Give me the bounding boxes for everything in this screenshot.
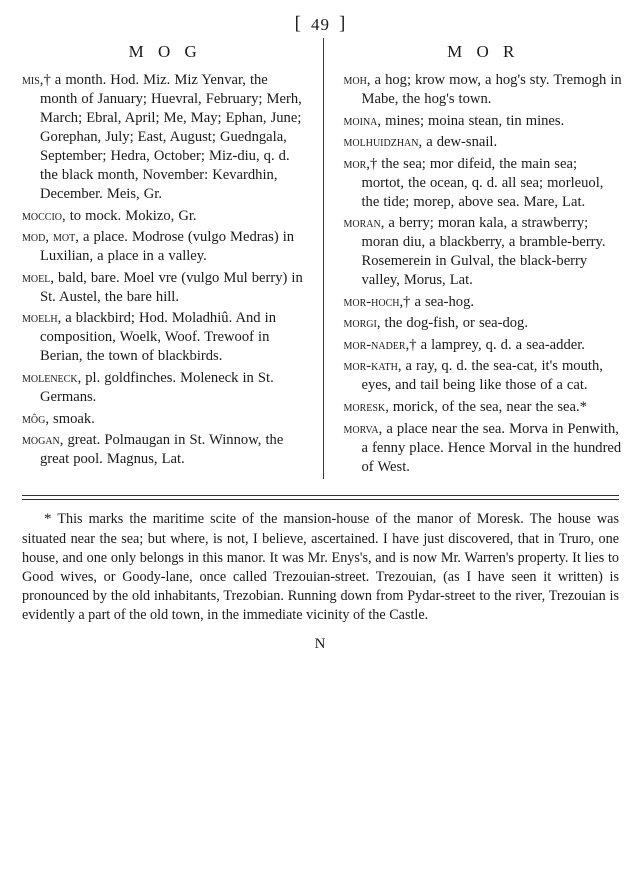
dictionary-entry	[22, 410, 309, 429]
dictionary-entry	[344, 420, 624, 477]
dictionary-page	[0, 14, 641, 874]
entry-gloss: , mines; moina stean, tin mines.	[377, 112, 565, 129]
entry-gloss: ,† a month. Hod. Miz. Miz Yenvar, the month of January; Huevral, February; Merh, March; Ebral, April; Me, May; Ephan, June; Gorephan, July; East, August; Guedngala, September; Hedra, October; Miz-diu, q. d. the black month, November: Kevardhin, December. Meis, Gr.	[39, 72, 302, 203]
entry-headword: morva	[343, 420, 379, 437]
dictionary-entry	[344, 336, 624, 355]
entry-gloss: , a hog; krow mow, a hog's sty. Tremogh in Mabe, the hog's town.	[361, 72, 622, 108]
dictionary-entry	[22, 369, 309, 407]
footnote-text	[0, 510, 641, 624]
page-header	[0, 14, 641, 36]
entry-headword: mor-hoch	[343, 293, 400, 310]
column-left	[22, 38, 323, 479]
column-right-header: M O R	[447, 42, 520, 61]
dictionary-entry	[344, 112, 624, 131]
dictionary-entry	[22, 228, 309, 266]
column-right	[323, 38, 624, 479]
entry-headword: mor-nader	[343, 336, 406, 353]
entry-gloss: , a ray, q. d. the sea-cat, it's mouth, eyes, and tail being like those of a cat.	[361, 358, 603, 394]
dictionary-entry	[344, 155, 624, 212]
entry-headword: mor-kath	[343, 358, 398, 375]
entry-gloss: , pl. goldfinches. Moleneck in St. Germans.	[40, 369, 274, 405]
footnote-body: This marks the maritime scite of the mansion-house of the manor of Moresk. The house was situated near the sea; but where, is not, I believe, ascertained. I have just discovered, that in Truro, one house, and one only belongs in this manor. It was Mr. Enys's, and is now Mr. Warren's property. It lies to Good wives, or Goody-lane, once called Trezouian-street. Trezouian, (as I have seen it written) is pronounced by the old inhabitants, Trezobian. Running down from Pydar-street to the river, Trezouian is evidently a part of the old town, in the immediate vicinity of the Castle.	[22, 511, 619, 623]
dictionary-entry	[344, 214, 624, 290]
signature-mark: N	[314, 636, 327, 653]
entry-gloss: , to mock. Mokizo, Gr.	[62, 207, 197, 224]
dictionary-entry	[344, 133, 624, 152]
entry-gloss: , morick, of the sea, near the sea.*	[385, 399, 587, 415]
entry-gloss: , smoak.	[45, 410, 95, 427]
entry-headword: molhuidzhan	[343, 134, 419, 151]
entry-gloss: , a blackbird; Hod. Moladhiû. And in composition, Woelk, Woof. Trewoof in Berian, the town of blackbirds.	[40, 310, 277, 365]
dictionary-entry	[344, 398, 624, 417]
footnote-divider-second	[22, 499, 619, 500]
bracket-right: ]	[339, 13, 347, 34]
entry-gloss: ,† a sea-hog.	[399, 293, 475, 310]
entry-headword: moleneck	[22, 369, 78, 386]
page-number: 49	[311, 15, 330, 34]
footnote-divider	[22, 495, 619, 496]
dictionary-entry	[344, 293, 624, 312]
dictionary-entry	[22, 207, 309, 226]
entry-gloss: , a dew-snail.	[418, 134, 498, 151]
entry-gloss: , a place near the sea. Morva in Penwith, a fenny place. Hence Morval in the hundred of West.	[361, 420, 622, 475]
entry-gloss: , a place. Modrose (vulgo Medras) in Luxilian, a place in a valley.	[40, 229, 295, 265]
dictionary-entry	[344, 71, 624, 109]
dictionary-entry	[344, 314, 624, 333]
entry-headword: moran	[343, 215, 381, 232]
entry-headword: mod, mot	[22, 229, 76, 246]
entry-gloss: , a berry; moran kala, a strawberry; moran diu, a blackberry, a bramble-berry. Rosemerein in Gulval, the black-berry valley, Morus, Lat.	[361, 215, 606, 289]
entry-gloss: , the dog-fish, or sea-dog.	[376, 315, 528, 332]
dictionary-entry	[22, 71, 309, 204]
entry-headword: môg	[22, 410, 46, 427]
entry-headword: mor	[343, 155, 367, 172]
dictionary-entry	[22, 431, 309, 469]
dictionary-entry	[344, 357, 624, 395]
two-column-body	[0, 38, 641, 479]
entry-headword: moccio	[22, 207, 63, 224]
entry-gloss: , great. Polmaugan in St. Winnow, the great pool. Magnus, Lat.	[40, 432, 284, 468]
entry-headword: moh	[343, 72, 367, 88]
entry-headword: moel	[22, 269, 51, 286]
entry-headword: moelh	[22, 310, 58, 327]
bracket-left: [	[294, 13, 302, 34]
entry-headword: moresk	[343, 399, 386, 415]
dictionary-entry	[22, 269, 309, 307]
entry-gloss: , bald, bare. Moel vre (vulgo Mul berry) in St. Austel, the bare hill.	[40, 269, 303, 305]
entry-headword: mogan	[22, 432, 60, 449]
entry-headword: mis	[22, 72, 40, 88]
footnote-marker: *	[44, 511, 52, 528]
entry-gloss: ,† a lamprey, q. d. a sea-adder.	[405, 336, 585, 353]
entry-headword: morgi	[343, 315, 377, 332]
column-left-header: M O G	[128, 42, 202, 61]
entry-gloss: ,† the sea; mor difeid, the main sea; mortot, the ocean, q. d. all sea; morleuol, the tide; morep, above sea. Mare, Lat.	[361, 155, 604, 210]
dictionary-entry	[22, 309, 309, 366]
entry-headword: moina	[343, 112, 378, 129]
